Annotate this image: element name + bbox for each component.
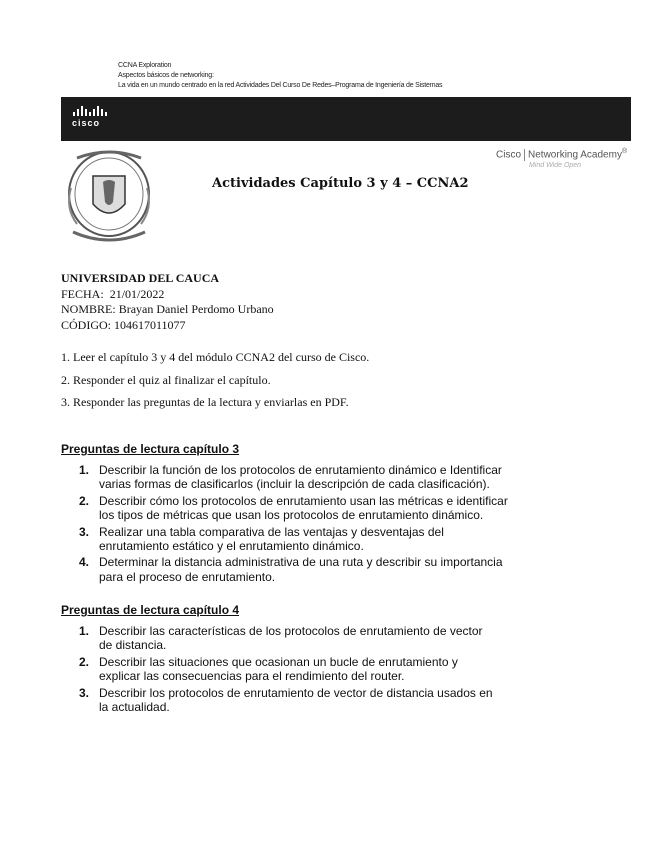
cisco-logo (72, 106, 107, 128)
question-line: Describir las situaciones que ocasionan un bucle de enrutamiento y (99, 654, 458, 669)
university-seal-icon (63, 148, 155, 244)
cisco-bars-icon (73, 106, 107, 116)
question-line: los tipos de métricas que usan los protocolos de enrutamiento dinámico. (99, 508, 484, 522)
question-line: para el proceso de enrutamiento. (99, 569, 276, 584)
question-line: Describir la función de los protocolos de enrutamiento dinámico e Identificar (99, 463, 502, 477)
question-line: de distancia. (99, 638, 167, 653)
student-info (61, 271, 274, 333)
task-list (61, 350, 369, 418)
question-line: enrutamiento estático y el enrutamiento dinámico. (99, 538, 364, 553)
chapter4-heading: Preguntas de lectura capítulo 4 (61, 603, 240, 617)
question-number: 2. (79, 654, 90, 669)
question-item (79, 686, 549, 714)
question-line: Describir cómo los protocolos de enrutamiento usan las métricas e identificar (99, 493, 508, 508)
header-line-1: CCNA Exploration (118, 62, 172, 69)
code-label: CÓDIGO: (61, 317, 111, 332)
date-label: FECHA: (61, 286, 104, 301)
question-number: 2. (79, 493, 90, 508)
header-line-2: Aspectos básicos de networking: (118, 72, 214, 79)
chapter3-heading: Preguntas de lectura capítulo 3 (61, 442, 240, 456)
date-value: 21/01/2022 (109, 286, 165, 301)
code-value: 104617011077 (114, 317, 186, 332)
task-item: 1. Leer el capítulo 3 y 4 del módulo CCNA2 del curso de Cisco. (61, 350, 370, 364)
question-number: 3. (79, 685, 90, 700)
name-row (61, 302, 274, 318)
question-line: varias formas de clasificarlos (incluir la descripción de cada clasificación). (99, 477, 490, 492)
netacad-brand: Cisco (496, 149, 522, 161)
question-number: 3. (79, 524, 90, 539)
netacad-name: Networking Academy (528, 149, 622, 161)
task-item: 2. Responder el quiz al finalizar el capítulo. (61, 372, 271, 387)
document-title: Actividades Capítulo 3 y 4 – CCNA2 (212, 176, 469, 191)
question-line: Describir las características de los protocolos de enrutamiento de vector (99, 624, 483, 638)
netacad-tagline: Mind Wide Open (529, 162, 582, 169)
chapter3-questions (79, 463, 549, 586)
question-number: 1. (79, 624, 90, 638)
networking-academy-logo (496, 148, 628, 169)
question-number: 1. (79, 463, 90, 477)
name-value: Brayan Daniel Perdomo Urbano (118, 302, 274, 316)
question-item (79, 555, 549, 583)
university-name: UNIVERSIDAD DEL CAUCA (61, 271, 220, 285)
question-item (79, 494, 549, 522)
document-header (118, 61, 442, 91)
question-line: Realizar una tabla comparativa de las ventajas y desventajas del (99, 524, 444, 539)
question-item (79, 525, 549, 553)
code-row (61, 318, 274, 334)
question-line: la actualidad. (99, 699, 170, 714)
question-number: 4. (79, 555, 90, 570)
chapter4-questions (79, 624, 549, 716)
name-label: NOMBRE: (61, 302, 116, 316)
question-item (79, 655, 549, 683)
cisco-banner (61, 97, 631, 141)
netacad-trademark: ® (621, 148, 628, 155)
question-line: Determinar la distancia administrativa de una ruta y describir su importancia (99, 555, 503, 570)
question-item (79, 624, 549, 652)
cisco-logo-text: cisco (72, 118, 101, 128)
header-line-3: La vida en un mundo centrado en la red Actividades Del Curso De Redes–Programa de Ingeniería de Sistemas (118, 82, 443, 89)
date-row (61, 287, 274, 303)
question-line: Describir los protocolos de enrutamiento de vector de distancia usados en (99, 685, 493, 700)
task-item: 3. Responder las preguntas de la lectura y enviarlas en PDF. (61, 395, 349, 409)
question-line: explicar las consecuencias para el rendimiento del router. (99, 669, 405, 683)
question-item (79, 463, 549, 491)
